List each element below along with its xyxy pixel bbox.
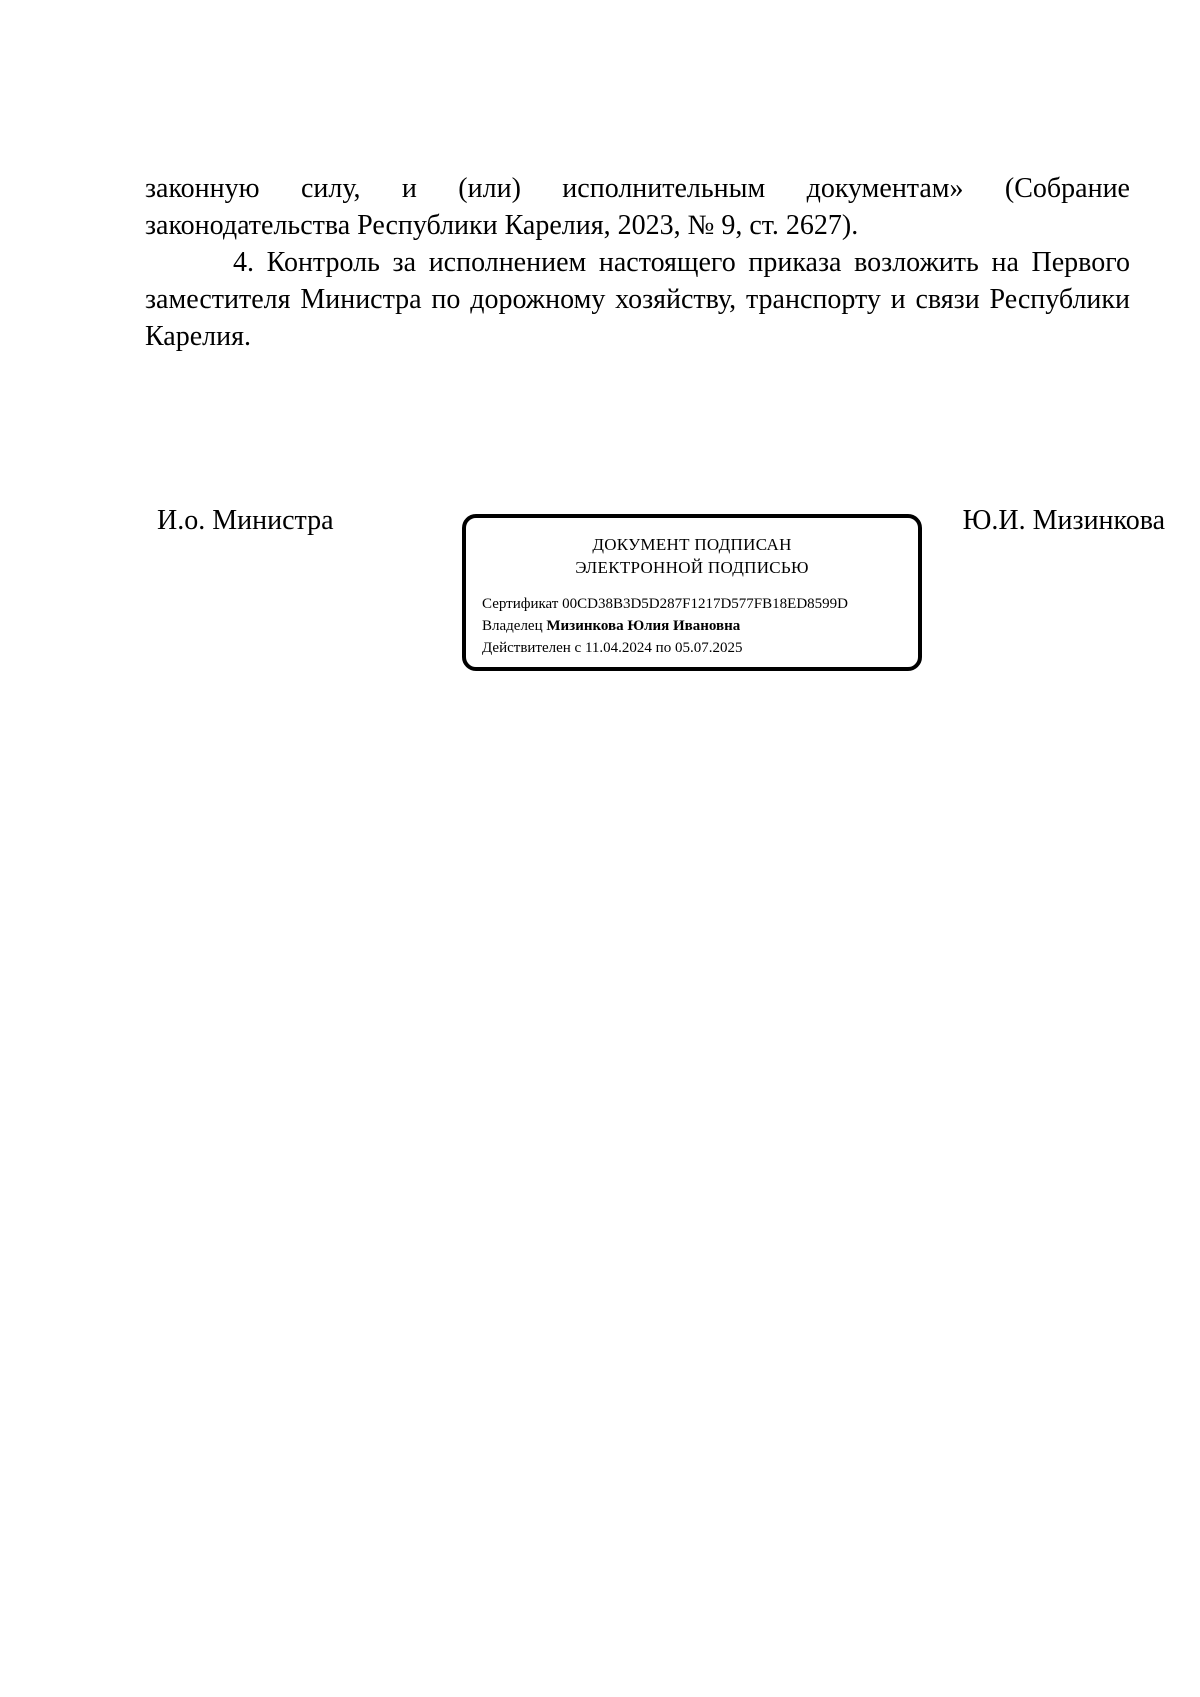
stamp-valid-to-label: по xyxy=(655,640,672,656)
electronic-signature-stamp xyxy=(462,514,922,671)
stamp-owner-line xyxy=(482,615,918,637)
signatory-name: Ю.И. Мизинкова xyxy=(962,505,1165,536)
stamp-valid-to: 05.07.2025 xyxy=(674,640,743,656)
stamp-valid-from: 11.04.2024 xyxy=(584,640,652,656)
paragraph-item-4: 4. Контроль за исполнением настоящего приказа возложить на Первого заместителя Министра по дорожному хозяйству, транспорту и связи Республики Карелия. xyxy=(145,247,1130,352)
stamp-title xyxy=(466,533,918,579)
body-text xyxy=(145,170,1130,355)
stamp-certificate-line xyxy=(482,593,918,615)
stamp-title-line-1: ДОКУМЕНТ ПОДПИСАН xyxy=(592,535,792,554)
stamp-certificate-label: Сертификат xyxy=(482,596,559,612)
stamp-details xyxy=(466,593,918,659)
stamp-certificate-value: 00CD38B3D5D287F1217D577FB18ED8599D xyxy=(562,596,848,612)
stamp-valid-from-label: Действителен с xyxy=(482,640,582,656)
signatory-position: И.о. Министра xyxy=(157,505,334,536)
stamp-owner-label: Владелец xyxy=(482,618,543,634)
paragraph-continuation: законную силу, и (или) исполнительным документам» (Собрание законодательства Республики Карелия, 2023, № 9, ст. 2627). xyxy=(145,173,1130,241)
stamp-owner-value: Мизинкова Юлия Ивановна xyxy=(546,618,741,634)
stamp-title-line-2: ЭЛЕКТРОННОЙ ПОДПИСЬЮ xyxy=(575,558,809,577)
stamp-validity-line xyxy=(482,637,918,659)
